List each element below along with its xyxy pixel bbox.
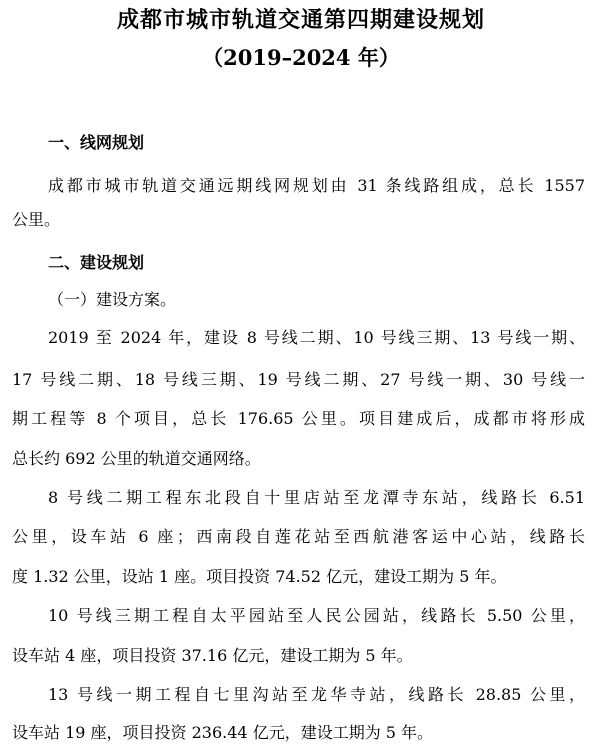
paragraph-line: 总长约 692 公里的轨道交通网络。 <box>12 449 261 468</box>
subsection-heading: （一）建设方案。 <box>48 290 177 309</box>
paragraph-line: 8 号线二期工程东北段自十里店站至龙潭寺东站，线路长 6.51 <box>48 488 585 507</box>
document-title-years: （2019–2024 年） <box>202 45 400 70</box>
paragraph-line: 设车站 4 座，项目投资 37.16 亿元，建设工期为 5 年。 <box>12 646 413 665</box>
paragraph-line: 17 号线二期、18 号线三期、19 号线二期、27 号线一期、30 号线一 <box>12 370 585 389</box>
paragraph-line: 成都市城市轨道交通远期线网规划由 31 条线路组成，总长 1557 <box>48 176 585 195</box>
paragraph-line: 10 号线三期工程自太平园站至人民公园站，线路长 5.50 公里， <box>48 606 585 625</box>
paragraph-line: 13 号线一期工程自七里沟站至龙华寺站，线路长 28.85 公里， <box>48 685 585 704</box>
paragraph-line: 设车站 19 座，项目投资 236.44 亿元，建设工期为 5 年。 <box>12 723 434 742</box>
paragraph-line: 2019 至 2024 年，建设 8 号线二期、10 号线三期、13 号线一期、 <box>48 328 585 347</box>
paragraph-line: 公里，设车站 6 座；西南段自莲花站至西航港客运中心站，线路长 <box>12 527 585 546</box>
document-title: 成都市城市轨道交通第四期建设规划 <box>116 7 485 33</box>
paragraph-line: 公里。 <box>12 210 61 229</box>
paragraph-line: 期工程等 8 个项目，总长 176.65 公里。项目建成后，成都市将形成 <box>12 409 585 428</box>
section-heading-network-plan: 一、线网规划 <box>48 133 145 152</box>
section-heading-construction-plan: 二、建设规划 <box>48 253 145 272</box>
paragraph-line: 度 1.32 公里，设站 1 座。项目投资 74.52 亿元，建设工期为 5 年。 <box>12 567 507 586</box>
